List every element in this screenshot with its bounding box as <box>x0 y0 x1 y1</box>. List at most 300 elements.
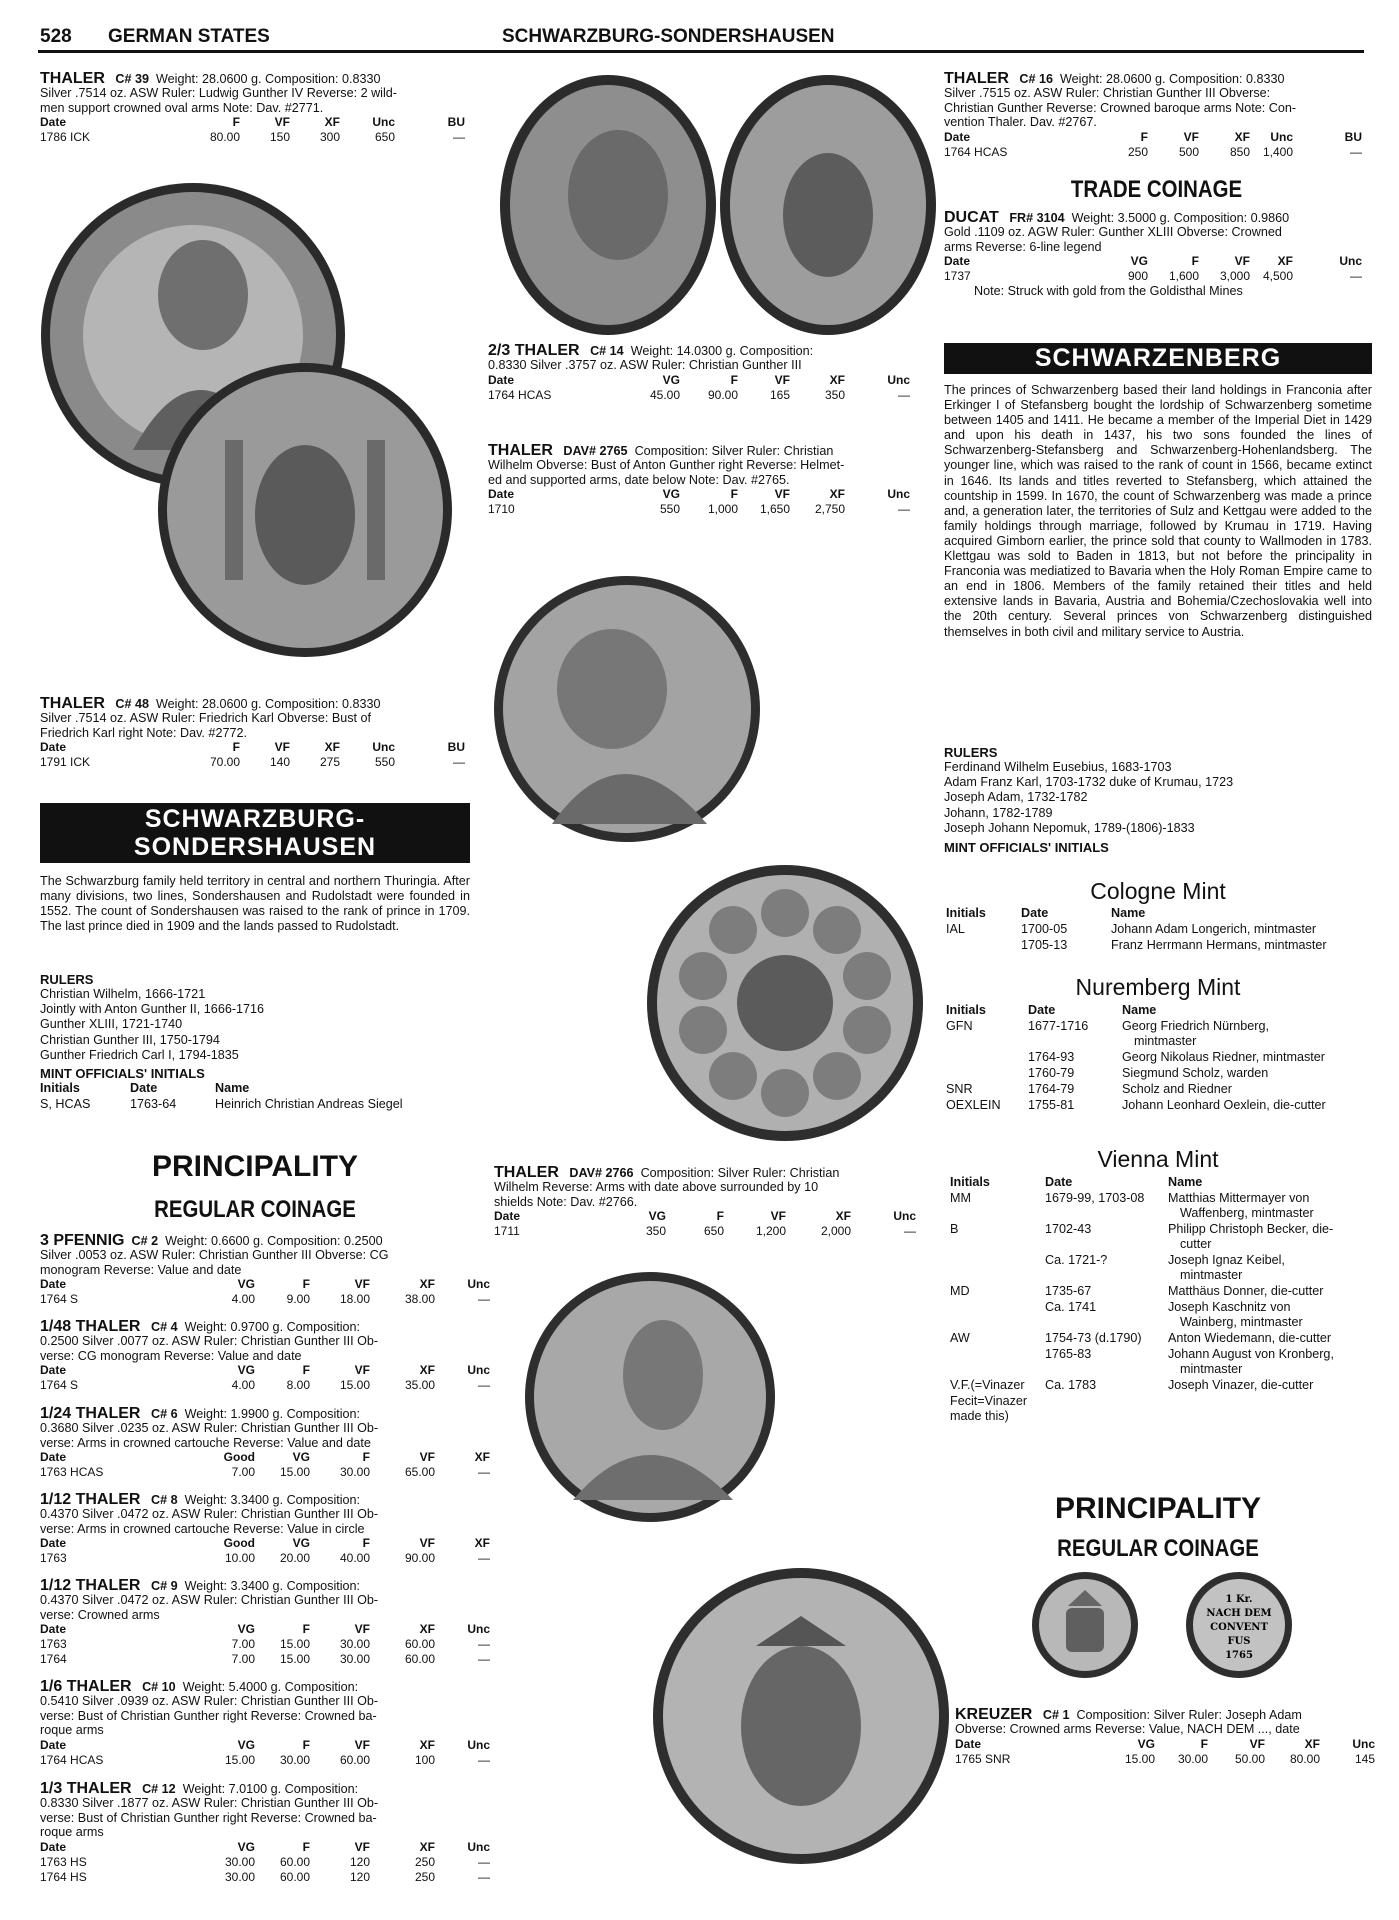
column-header: VF <box>354 1622 370 1637</box>
price-table-header <box>40 115 470 130</box>
column-header: F <box>302 1363 310 1378</box>
column-header: Date <box>40 1737 67 1752</box>
price-table-row <box>488 388 920 403</box>
column-header: VG <box>292 1450 310 1465</box>
column-header: XF <box>1277 254 1293 269</box>
column-header: Unc <box>1352 1736 1375 1751</box>
table-cell: Johann Adam Longerich, mintmaster <box>1111 922 1317 936</box>
price-table-header <box>494 1209 926 1224</box>
mint-table-row <box>946 1019 1374 1050</box>
table-cell: 80.00 <box>209 130 240 145</box>
mint-note-line: Fecit=Vinazer <box>950 1394 1028 1408</box>
table-cell: 30.00 <box>224 1869 255 1884</box>
mint-officials-table <box>40 1081 470 1113</box>
table-cell: 250 <box>1127 144 1148 159</box>
column-header: Unc <box>467 1737 490 1752</box>
column-header: F <box>362 1450 370 1465</box>
column-header: F <box>716 1209 724 1224</box>
column-header: Unc <box>893 1209 916 1224</box>
table-cell: 35.00 <box>404 1378 435 1393</box>
column-header: F <box>302 1839 310 1854</box>
table-cell: 120 <box>349 1869 370 1884</box>
list-item: Ferdinand Wilhelm Eusebius, 1683-1703 <box>944 760 1172 774</box>
table-cell: Ca. 1783 <box>1045 1378 1097 1392</box>
running-head-right: SCHWARZBURG-SONDERSHAUSEN <box>502 26 835 47</box>
table-cell: 275 <box>319 755 340 770</box>
table-cell: Georg Nikolaus Riedner, mintmaster <box>1122 1050 1325 1064</box>
column-header: BU <box>447 740 465 755</box>
table-cell: — <box>478 1752 490 1767</box>
table-cell: 1791 ICK <box>40 755 91 770</box>
price-table <box>40 115 470 145</box>
table-cell: 4,500 <box>1262 269 1293 284</box>
column-header: VF <box>354 1363 370 1378</box>
table-cell: V.F.(=Vinazer <box>950 1378 1025 1392</box>
column-header: XF <box>419 1277 435 1292</box>
catalog-entry-1-48-thaler: 1/48 THALER C# 4 Weight: 0.9700 g. Composition: 0.2500 Silver .0077 oz. ASW Ruler: Christian Gunther III Ob- verse: CG monogram Reverse: Value and date Date VG F VF XF Unc 1764 S 4.00 8.00 15.00 35.00 — <box>40 1318 490 1393</box>
table-cell: 15.00 <box>279 1637 310 1652</box>
table-cell: Joseph Ignaz Keibel, <box>1168 1253 1285 1267</box>
table-cell: 15.00 <box>1124 1751 1155 1766</box>
table-cell: — <box>478 1551 490 1566</box>
column-header: Date <box>1028 1003 1056 1017</box>
table-cell: 9.00 <box>286 1292 310 1307</box>
mint-note-line: made this) <box>950 1409 1009 1423</box>
table-cell: 2,750 <box>814 502 845 517</box>
intro-paragraph: The Schwarzburg family held territory in central and northern Thuringia. After many divisions, two lines, Sondershausen and Rudolstadt were founded in 1552. The count of Sondershausen was raised to the rank of prince in 1709. The last prince died in 1909 and the lands passed to Rudolstadt. <box>40 874 470 934</box>
mint-table-row <box>946 922 1374 938</box>
mint-table-row <box>946 1098 1374 1114</box>
mint-table-row <box>40 1097 470 1113</box>
table-cell: 4.00 <box>231 1292 255 1307</box>
column-header: Name <box>215 1081 250 1096</box>
table-cell: 1764-93 <box>1028 1050 1075 1064</box>
column-header: Date <box>944 254 971 269</box>
column-header: VF <box>1249 1736 1265 1751</box>
price-table-row <box>40 1378 490 1393</box>
table-cell: 1679-99, 1703-08 <box>1045 1191 1145 1205</box>
table-cell-continuation: cutter <box>1180 1237 1212 1251</box>
price-table <box>40 740 470 770</box>
column-header: Unc <box>887 372 910 387</box>
table-cell: 30.00 <box>279 1752 310 1767</box>
column-header: Unc <box>372 115 395 130</box>
table-cell: 650 <box>374 130 395 145</box>
cologne-mint-table <box>946 906 1374 954</box>
table-cell: AW <box>950 1331 970 1345</box>
price-table-row <box>40 1652 490 1667</box>
column-header: XF <box>419 1839 435 1854</box>
column-header: Name <box>1111 906 1146 920</box>
column-header: Unc <box>467 1839 490 1854</box>
column-header: Initials <box>946 1003 986 1017</box>
table-cell: 60.00 <box>279 1854 310 1869</box>
table-cell: 250 <box>414 1854 435 1869</box>
kreuzer-legend-line: CONVENT <box>1210 1622 1268 1633</box>
column-header: VG <box>662 372 680 387</box>
table-cell: 65.00 <box>404 1465 435 1480</box>
table-cell: — <box>1350 269 1362 284</box>
column-header: VG <box>237 1277 255 1292</box>
price-table-header <box>944 130 1372 145</box>
mint-table-row <box>946 1050 1374 1066</box>
table-cell: 1764 S <box>40 1378 79 1393</box>
regular-coinage-heading: REGULAR COINAGE <box>154 1196 356 1223</box>
table-cell: Johann Leonhard Oexlein, die-cutter <box>1122 1098 1326 1112</box>
table-cell: 550 <box>374 755 395 770</box>
price-table-row <box>40 1869 490 1885</box>
table-cell: — <box>478 1292 490 1307</box>
column-header: Date <box>955 1736 982 1751</box>
table-cell: Joseph Vinazer, die-cutter <box>1168 1378 1314 1392</box>
coin-image-thaler-c16-obverse <box>523 1270 778 1525</box>
table-cell: 100 <box>414 1752 435 1767</box>
price-table-row <box>40 755 470 770</box>
column-header: VF <box>354 1839 370 1854</box>
price-table-row <box>40 1551 490 1566</box>
mint-heading: MINT OFFICIALS' INITIALS <box>40 1066 205 1082</box>
principality-heading: PRINCIPALITY <box>151 1150 359 1183</box>
table-cell: 1763 <box>40 1637 67 1652</box>
column-header: VG <box>1130 254 1148 269</box>
price-table-row <box>40 1854 490 1870</box>
rulers-heading: RULERS <box>40 972 94 987</box>
catalog-entry-thaler-dav2765: THALER DAV# 2765 Composition: Silver Ruler: Christian Wilhelm Obverse: Bust of Anton Gunther right Reverse: Helmet- ed and supported arms, date below Note: Dav. #2765. Date VG F VF XF Unc 1710 550 1,000 1,650 2,750 — <box>488 444 920 517</box>
table-cell: 45.00 <box>649 387 680 402</box>
column-header: VF <box>419 1450 435 1465</box>
price-table-header <box>944 254 1372 269</box>
table-cell: — <box>898 387 910 402</box>
table-cell: 250 <box>414 1869 435 1884</box>
mint-table-header <box>946 906 1374 922</box>
column-header: Unc <box>372 740 395 755</box>
table-cell: — <box>453 130 465 145</box>
column-header: XF <box>474 1450 490 1465</box>
catalog-entry-thaler-c48: THALER C# 48 Weight: 28.0600 g. Composition: 0.8330 Silver .7514 oz. ASW Ruler: Friedrich Karl Obverse: Bust of Friedrich Karl right Note: Dav. #2772. Date F VF XF Unc BU 1791 ICK 70.00 140 275 550 — <box>40 697 470 770</box>
catalog-entry-thaler-c16: THALER C# 16 Weight: 28.0600 g. Composition: 0.8330 Silver .7515 oz. ASW Ruler: Christian Gunther III Obverse: Christian Gunther Reverse: Crowned baroque arms Note: Con- vention Thaler. Dav. #2767. Date F VF XF Unc BU 1764 HCAS 250 500 850 1,400 — <box>944 72 1372 160</box>
section-banner-schwarzburg: SCHWARZBURG- SONDERSHAUSEN <box>40 803 470 863</box>
table-cell: — <box>1350 144 1362 159</box>
mint-table-header <box>946 1003 1374 1019</box>
column-header: VG <box>662 487 680 502</box>
vienna-mint-table <box>950 1175 1374 1424</box>
table-cell: 18.00 <box>339 1292 370 1307</box>
schwarzenberg-rulers: RULERS Ferdinand Wilhelm Eusebius, 1683-1703 Adam Franz Karl, 1703-1732 duke of Krumau, 1723 Joseph Adam, 1732-1782 Johann, 1782-1789 Joseph Johann Nepomuk, 1789-(1806)-1833 MINT OFFICIALS' INITIALS <box>944 745 1372 855</box>
table-cell: OEXLEIN <box>946 1098 1001 1112</box>
table-cell: — <box>478 1465 490 1480</box>
table-cell: 350 <box>645 1224 666 1239</box>
column-header: VF <box>354 1277 370 1292</box>
column-header: XF <box>419 1737 435 1752</box>
section-banner-schwarzenberg: SCHWARZENBERG <box>944 343 1372 374</box>
kreuzer-legend-line: NACH DEM <box>1206 1608 1272 1619</box>
column-header: F <box>302 1622 310 1637</box>
price-table-row <box>944 145 1372 160</box>
price-table-header <box>488 373 920 388</box>
table-cell: MM <box>950 1191 971 1205</box>
table-cell: 165 <box>769 387 790 402</box>
table-cell: 1754-73 (d.1790) <box>1045 1331 1142 1345</box>
column-header: Name <box>1168 1175 1203 1189</box>
coin-image-2-3-thaler <box>498 70 938 340</box>
table-cell: 1700-05 <box>1021 922 1068 936</box>
column-header: Date <box>40 115 67 130</box>
table-cell: 30.00 <box>339 1637 370 1652</box>
catalog-entry-3-pfennig: 3 PFENNIG C# 2 Weight: 0.6600 g. Composition: 0.2500 Silver .0053 oz. ASW Ruler: Christian Gunther III Obverse: CG monogram Reverse: Value and date Date VG F VF XF Unc 1764 S 4.00 9.00 18.00 38.00 — <box>40 1232 490 1307</box>
column-header: Unc <box>467 1363 490 1378</box>
mint-table-row <box>946 1082 1374 1098</box>
price-table-row <box>40 130 470 145</box>
catalog-entry-1-12-thaler-c9: 1/12 THALER C# 9 Weight: 3.3400 g. Composition: 0.4370 Silver .0472 oz. ASW Ruler: Christian Gunther III Ob- verse: Crowned arms Date VG F VF XF Unc 1763 7.00 15.00 30.00 60.00 — 1764 7.00 15.00 30.00 60.00 — <box>40 1577 490 1667</box>
table-cell: 1,200 <box>755 1224 786 1239</box>
column-header: Date <box>40 1536 67 1551</box>
column-header: VF <box>774 372 790 387</box>
table-cell: 7.00 <box>231 1652 255 1667</box>
price-table-row <box>955 1752 1385 1767</box>
catalog-entry-1-3-thaler: 1/3 THALER C# 12 Weight: 7.0100 g. Composition: 0.8330 Silver .1877 oz. ASW Ruler: Christian Gunther III Ob- verse: Bust of Christian Gunther right Reverse: Crowned ba- roque arms Date VG F VF XF Unc 1763 HS 30.00 60.00 120 250 — 1764 HS 30.00 60.00 120 250 — <box>40 1780 490 1884</box>
column-header: F <box>1140 129 1148 144</box>
mint-table-row <box>950 1300 1374 1331</box>
table-cell: 1735-67 <box>1045 1284 1092 1298</box>
column-header: F <box>730 372 738 387</box>
kreuzer-legend-line: FUS <box>1227 1636 1251 1647</box>
list-item: Christian Wilhelm, 1666-1721 <box>40 987 206 1001</box>
table-cell: — <box>478 1869 490 1884</box>
price-table-header <box>40 1277 490 1292</box>
list-item: Adam Franz Karl, 1703-1732 duke of Krumau, 1723 <box>944 775 1234 790</box>
column-header: VF <box>774 487 790 502</box>
table-cell: Franz Herrmann Hermans, mintmaster <box>1111 938 1327 952</box>
column-header: BU <box>447 115 465 130</box>
table-cell: MD <box>950 1284 970 1298</box>
column-header: Unc <box>1270 129 1293 144</box>
mint-table-row <box>950 1191 1374 1222</box>
mint-table-row <box>950 1378 1374 1394</box>
price-table-header <box>40 740 470 755</box>
column-header: Date <box>488 487 515 502</box>
column-header: Good <box>223 1536 255 1551</box>
coin-image-thaler-c16-reverse <box>651 1566 951 1866</box>
catalog-entry-1-6-thaler: 1/6 THALER C# 10 Weight: 5.4000 g. Composition: 0.5410 Silver .0939 oz. ASW Ruler: Christian Gunther III Ob- verse: Bust of Christian Gunther right Reverse: Crowned ba- roque arms Date VG F VF XF Unc 1764 HCAS 15.00 30.00 60.00 100 — <box>40 1678 490 1767</box>
price-table-row <box>40 1637 490 1652</box>
table-cell: Georg Friedrich Nürnberg, <box>1122 1019 1269 1033</box>
table-cell: — <box>478 1637 490 1652</box>
price-table-header <box>40 1363 490 1378</box>
table-cell: 38.00 <box>404 1292 435 1307</box>
table-cell: 1705-13 <box>1021 938 1068 952</box>
list-item: Johann, 1782-1789 <box>944 805 1053 820</box>
coin-image-dav2765-obverse <box>492 574 762 844</box>
catalog-entry-ducat: DUCAT FR# 3104 Weight: 3.5000 g. Composition: 0.9860 Gold .1109 oz. AGW Ruler: Gunther XLIII Obverse: Crowned arms Reverse: 6-line legend Date VG F VF XF Unc 1737 900 1,600 3,000 4,500 — Note: Struck with gold from the Goldisthal Mines <box>944 211 1372 299</box>
table-cell: Ca. 1721-? <box>1045 1253 1108 1267</box>
table-cell: 2,000 <box>820 1224 851 1239</box>
coin-image-reverse <box>155 360 455 660</box>
table-cell: 550 <box>659 502 680 517</box>
column-header: Date <box>1045 1175 1073 1189</box>
column-header: XF <box>474 1536 490 1551</box>
table-cell: 1764 HS <box>40 1869 87 1884</box>
table-cell: 300 <box>319 130 340 145</box>
column-header: XF <box>419 1622 435 1637</box>
table-cell: 60.00 <box>404 1652 435 1667</box>
list-item: Joseph Adam, 1732-1782 <box>944 790 1088 805</box>
column-header: VF <box>1183 129 1199 144</box>
catalog-entry-thaler-c39: THALER C# 39 Weight: 28.0600 g. Composition: 0.8330 Silver .7514 oz. ASW Ruler: Ludwig Gunther IV Reverse: 2 wild- men support crowned oval arms Note: Dav. #2771. Date F VF XF Unc BU 1786 ICK 80.00 150 300 650 — <box>40 72 470 145</box>
column-header: Date <box>40 1363 67 1378</box>
column-header: Unc <box>1339 254 1362 269</box>
column-header: Date <box>944 129 971 144</box>
column-header: Initials <box>946 906 986 920</box>
mint-table-row <box>950 1331 1374 1347</box>
column-header: XF <box>829 487 845 502</box>
list-item: Gunther Friedrich Carl I, 1794-1835 <box>40 1047 239 1062</box>
table-cell: 30.00 <box>339 1652 370 1667</box>
table-cell: 1764-79 <box>1028 1082 1075 1096</box>
table-cell: — <box>898 502 910 517</box>
table-cell: 650 <box>703 1224 724 1239</box>
column-header: Date <box>130 1081 158 1096</box>
table-cell: 850 <box>1229 144 1250 159</box>
table-cell: 20.00 <box>279 1551 310 1566</box>
column-header: VG <box>292 1536 310 1551</box>
table-cell: Scholz and Riedner <box>1122 1082 1232 1096</box>
column-header: XF <box>324 740 340 755</box>
table-cell: — <box>478 1652 490 1667</box>
price-table-row <box>494 1224 926 1239</box>
table-cell: 60.00 <box>339 1752 370 1767</box>
table-cell: 150 <box>269 130 290 145</box>
table-cell: 7.00 <box>231 1637 255 1652</box>
nuremberg-mint-title: Nuremberg Mint <box>1075 974 1241 1000</box>
table-cell-continuation: mintmaster <box>1180 1362 1243 1376</box>
vienna-mint-title: Vienna Mint <box>1097 1146 1219 1172</box>
table-cell: 1786 ICK <box>40 130 91 145</box>
table-cell: 7.00 <box>231 1465 255 1480</box>
table-cell: Anton Wiedemann, die-cutter <box>1168 1331 1332 1345</box>
column-header: VG <box>237 1622 255 1637</box>
price-table-header <box>40 1450 490 1465</box>
column-header: VG <box>237 1363 255 1378</box>
list-item: Christian Gunther III, 1750-1794 <box>40 1032 220 1047</box>
table-cell: 15.00 <box>339 1378 370 1393</box>
column-header: Date <box>488 372 515 387</box>
column-header: Unc <box>467 1622 490 1637</box>
catalog-entry-1-24-thaler: 1/24 THALER C# 6 Weight: 1.9900 g. Composition: 0.3680 Silver .0235 oz. ASW Ruler: Christian Gunther III Ob- verse: Arms in crowned cartouche Reverse: Value and date Date Good VG F VF XF 1763 HCAS 7.00 15.00 30.00 65.00 — <box>40 1405 490 1480</box>
table-cell: Heinrich Christian Andreas Siegel <box>215 1097 403 1112</box>
column-header: Date <box>40 1277 67 1292</box>
table-cell: 60.00 <box>279 1869 310 1884</box>
table-cell: 1755-81 <box>1028 1098 1075 1112</box>
table-cell: 1763 HCAS <box>40 1465 104 1480</box>
table-cell: 60.00 <box>404 1637 435 1652</box>
column-header: XF <box>1304 1736 1320 1751</box>
table-cell: 15.00 <box>279 1465 310 1480</box>
table-cell: 1,650 <box>759 502 790 517</box>
table-cell: 1764 HCAS <box>40 1752 104 1767</box>
mint-table-row <box>950 1347 1374 1378</box>
column-header: Name <box>1122 1003 1157 1017</box>
table-cell: — <box>478 1378 490 1393</box>
mint-table-row <box>946 1066 1374 1082</box>
price-table-header <box>40 1622 490 1637</box>
column-header: Date <box>40 1622 67 1637</box>
price-table-header <box>40 1737 490 1753</box>
table-cell: 140 <box>269 755 290 770</box>
table-cell: Johann August von Kronberg, <box>1168 1347 1334 1361</box>
column-header: Date <box>494 1209 521 1224</box>
table-cell: 30.00 <box>1177 1751 1208 1766</box>
price-table-header <box>488 487 920 502</box>
price-table-row <box>40 1752 490 1768</box>
table-cell: 1763 HS <box>40 1854 87 1869</box>
catalog-entry-thaler-dav2766: THALER DAV# 2766 Composition: Silver Ruler: Christian Wilhelm Reverse: Arms with date above surrounded by 10 shields Note: Dav. #2766. Date VG F VF XF Unc 1711 350 650 1,200 2,000 — <box>494 1166 926 1239</box>
table-cell: 500 <box>1178 144 1199 159</box>
table-cell: 90.00 <box>707 387 738 402</box>
coin-image-dav2765-reverse <box>645 858 925 1148</box>
table-cell: 10.00 <box>224 1551 255 1566</box>
column-header: VF <box>274 115 290 130</box>
table-cell-continuation: mintmaster <box>1134 1034 1197 1048</box>
column-header: VF <box>419 1536 435 1551</box>
column-header: F <box>730 487 738 502</box>
rulers-list <box>40 987 470 1063</box>
table-cell: 1711 <box>494 1224 520 1239</box>
table-cell: 40.00 <box>339 1551 370 1566</box>
table-cell: IAL <box>946 922 965 936</box>
table-cell: — <box>904 1224 916 1239</box>
table-cell: 50.00 <box>1234 1751 1265 1766</box>
mint-table-header <box>950 1175 1374 1191</box>
table-cell: Philipp Christoph Becker, die- <box>1168 1222 1334 1236</box>
column-header: Unc <box>467 1277 490 1292</box>
table-cell-continuation: Waffenberg, mintmaster <box>1180 1206 1314 1220</box>
table-cell-continuation: Wainberg, mintmaster <box>1180 1315 1303 1329</box>
column-header: F <box>232 115 240 130</box>
mint-table-row <box>950 1253 1374 1284</box>
table-cell: Siegmund Scholz, warden <box>1122 1066 1269 1080</box>
column-header: Date <box>40 1839 67 1854</box>
table-cell: 1,000 <box>707 502 738 517</box>
table-cell: 900 <box>1127 269 1148 284</box>
column-header: VG <box>237 1737 255 1752</box>
mint-table-row <box>950 1284 1374 1300</box>
table-cell: 145 <box>1354 1751 1375 1766</box>
column-header: F <box>1200 1736 1208 1751</box>
table-cell: 120 <box>349 1854 370 1869</box>
table-cell: 1,600 <box>1168 269 1199 284</box>
column-header: BU <box>1344 129 1362 144</box>
table-cell: 70.00 <box>209 755 240 770</box>
column-header: VF <box>1234 254 1250 269</box>
table-cell: 1710 <box>488 502 515 517</box>
mint-table-row <box>946 938 1374 954</box>
table-cell: 1764 HCAS <box>488 387 552 402</box>
catalog-entry-1-12-thaler-c8: 1/12 THALER C# 8 Weight: 3.3400 g. Composition: 0.4370 Silver .0472 oz. ASW Ruler: Christian Gunther III Ob- verse: Arms in crowned cartouche Reverse: Value in circle Date Good VG F VF XF 1763 10.00 20.00 40.00 90.00 — <box>40 1491 490 1566</box>
column-header: XF <box>419 1363 435 1378</box>
list-item: Gunther XLIII, 1721-1740 <box>40 1017 183 1032</box>
trade-coinage-heading: TRADE COINAGE <box>1070 176 1243 203</box>
column-header: Good <box>223 1450 255 1465</box>
price-table-row <box>40 1465 490 1480</box>
table-cell: GFN <box>946 1019 973 1033</box>
table-cell: 1677-1716 <box>1028 1019 1089 1033</box>
column-header: F <box>302 1737 310 1752</box>
kreuzer-legend-line: 1 Kr. <box>1225 1594 1253 1605</box>
cologne-mint-title: Cologne Mint <box>1090 878 1226 904</box>
table-cell: 1760-79 <box>1028 1066 1075 1080</box>
table-cell: B <box>950 1222 959 1236</box>
coin-image-kreuzer-reverse <box>1184 1570 1294 1680</box>
